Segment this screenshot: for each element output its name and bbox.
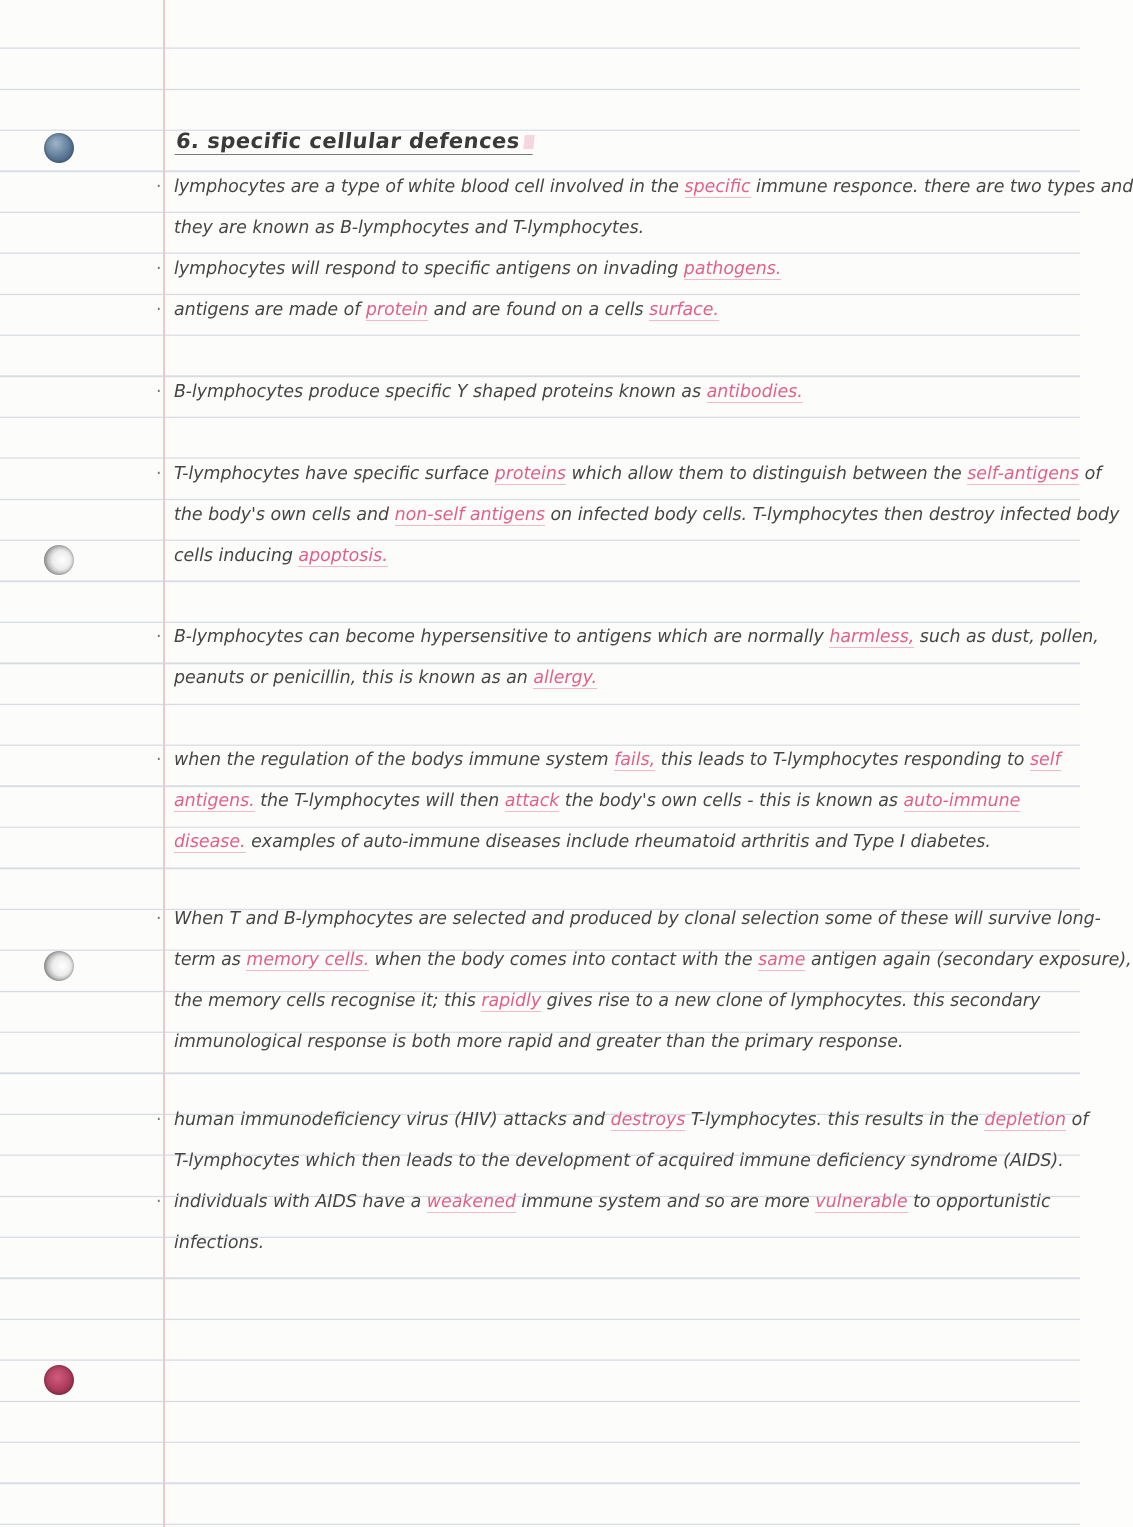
text-segment: T-lymphocytes. this results in the [685,1110,985,1130]
text-line [174,167,1133,208]
bullet-point: · [156,382,162,402]
keyword-highlight: attack [504,791,560,811]
keyword-highlight: self [1029,750,1061,770]
text-segment: such as dust, pollen, [914,627,1099,647]
paragraph [156,454,1120,577]
bullet-point: · [156,259,162,279]
paragraph [156,899,1132,1063]
keyword-highlight: non-self antigens [394,505,545,525]
paragraph [156,249,1059,290]
keyword-highlight: surface. [649,300,719,320]
text-line [174,290,1059,331]
keyword-highlight: allergy. [533,668,598,688]
text-line [174,781,1059,822]
paragraph [156,290,1059,331]
keyword-highlight: self-antigens [967,464,1080,484]
section-heading [175,129,536,155]
text-segment: when the body comes into contact with the [369,950,759,970]
keyword-highlight: harmless, [829,627,915,647]
text-segment: B-lymphocytes produce specific Y shaped proteins known as [174,382,707,402]
text-line [174,617,1099,658]
text-line [174,1022,1059,1063]
bullet-point: · [156,1192,162,1212]
keyword-highlight: rapidly [481,991,542,1011]
keyword-highlight: proteins [494,464,566,484]
keyword-highlight: antibodies. [706,382,803,402]
text-line [174,1182,1059,1223]
text-segment: on infected body cells. T-lymphocytes then destroy infected body [544,505,1120,525]
paragraph [156,1182,1059,1264]
text-segment: when the regulation of the bodys immune system [174,750,615,770]
bullet-point: · [156,464,162,484]
punch-hole-icon [44,951,74,981]
text-segment: the body's own cells - this is known as [559,791,904,811]
text-segment: T-lymphocytes which then leads to the development of acquired immune deficiency syndrome (AIDS). [174,1151,1064,1171]
bullet-point: · [156,909,162,929]
text-segment: human immunodeficiency virus (HIV) attacks and [174,1110,611,1130]
text-segment: immune responce. there are two types and [750,177,1133,197]
text-line [174,1100,1089,1141]
text-segment: this leads to T-lymphocytes responding to [655,750,1030,770]
bullet-point: · [156,750,162,770]
keyword-highlight: fails, [614,750,656,770]
text-segment: immunological response is both more rapid and greater than the primary response. [174,1032,904,1052]
text-segment: they are known as B-lymphocytes and T-lymphocytes. [174,218,645,238]
bullet-point: · [156,177,162,197]
paragraph [156,372,1059,413]
paragraph [156,167,1133,249]
text-segment: of [1079,464,1102,484]
text-segment: cells inducing [174,546,299,566]
text-segment: infections. [174,1233,265,1253]
text-segment: term as [174,950,247,970]
text-line [174,208,1059,249]
text-segment: which allow them to distinguish between the [565,464,968,484]
text-segment: T-lymphocytes have specific surface [174,464,495,484]
keyword-highlight: weakened [426,1192,516,1212]
text-line [174,536,1059,577]
punch-hole-icon [44,133,74,163]
text-line [174,454,1102,495]
text-line [174,981,1059,1022]
text-segment: When T and B-lymphocytes are selected and produced by clonal selection some of these will survive long- [174,909,1101,929]
section-heading-text: 6. specific cellular defences [174,129,522,153]
text-segment: the body's own cells and [174,505,395,525]
text-segment: peanuts or penicillin, this is known as an [174,668,534,688]
text-segment: antigen again (secondary exposure), [805,950,1132,970]
text-line [174,822,1059,863]
text-segment: the T-lymphocytes will then [254,791,505,811]
paragraph [156,1100,1089,1182]
bullet-point: · [156,627,162,647]
text-line [174,940,1132,981]
punch-hole-icon [44,1365,74,1395]
paragraph [156,740,1061,863]
text-line [174,899,1101,940]
text-line [174,495,1120,536]
text-segment: and are found on a cells [428,300,650,320]
punch-hole-icon [44,545,74,575]
keyword-highlight: same [758,950,806,970]
text-line [174,658,1059,699]
text-segment: lymphocytes will respond to specific antigens on invading [174,259,684,279]
margin-line [163,0,165,1527]
text-segment: of [1066,1110,1089,1130]
keyword-highlight: disease. [174,832,246,852]
text-segment: antigens are made of [174,300,366,320]
text-line [174,249,1059,290]
text-segment: lymphocytes are a type of white blood cell involved in the [174,177,685,197]
text-line [174,1223,1059,1264]
text-segment: to opportunistic [907,1192,1051,1212]
keyword-highlight: destroys [610,1110,686,1130]
text-segment: gives rise to a new clone of lymphocytes. this secondary [541,991,1041,1011]
keyword-highlight: depletion [984,1110,1067,1130]
text-segment: examples of auto-immune diseases include rheumatoid arthritis and Type I diabetes. [245,832,991,852]
text-line [174,372,1059,413]
highlight-mark [523,135,534,149]
text-segment: immune system and so are more [515,1192,816,1212]
paragraph [156,617,1099,699]
keyword-highlight: auto-immune [903,791,1021,811]
keyword-highlight: vulnerable [815,1192,908,1212]
text-line [174,1141,1064,1182]
text-segment: B-lymphocytes can become hypersensitive to antigens which are normally [174,627,830,647]
keyword-highlight: pathogens. [683,259,782,279]
text-segment: individuals with AIDS have a [174,1192,427,1212]
bullet-point: · [156,1110,162,1130]
text-segment: the memory cells recognise it; this [174,991,482,1011]
keyword-highlight: apoptosis. [298,546,388,566]
text-line [174,740,1059,781]
keyword-highlight: memory cells. [246,950,370,970]
keyword-highlight: protein [365,300,429,320]
keyword-highlight: specific [684,177,751,197]
keyword-highlight: antigens. [174,791,255,811]
bullet-point: · [156,300,162,320]
